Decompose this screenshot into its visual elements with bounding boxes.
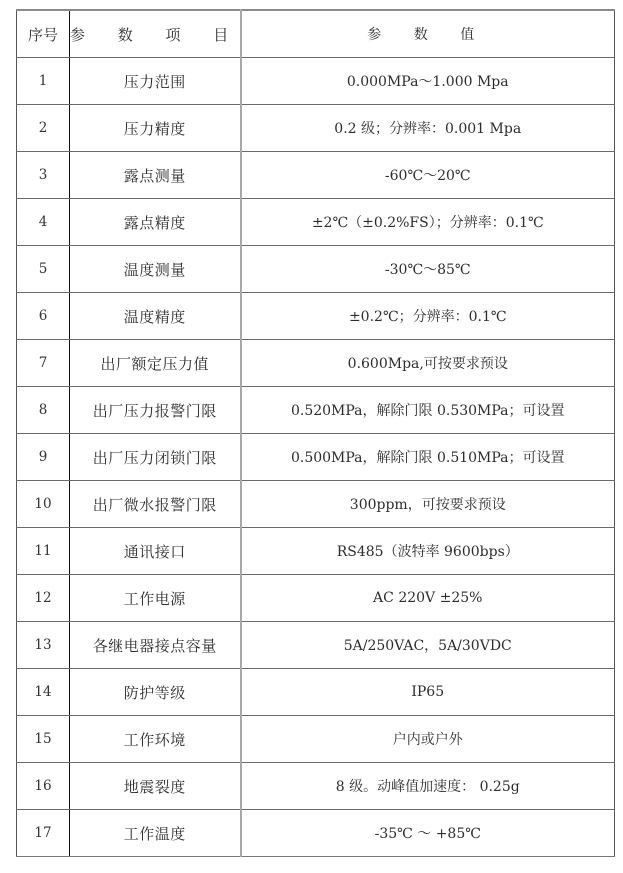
spec-table	[16, 9, 615, 857]
row-no: 15	[17, 716, 70, 763]
table-row	[17, 58, 615, 105]
row-no: 2	[17, 105, 70, 152]
row-value: -35℃ ～ +85℃	[241, 810, 615, 857]
table-row	[17, 481, 615, 528]
table-row	[17, 152, 615, 199]
row-value: 300ppm，可按要求预设	[241, 481, 615, 528]
row-value: -60℃～20℃	[241, 152, 615, 199]
row-no: 11	[17, 528, 70, 575]
table-row	[17, 622, 615, 669]
table-row	[17, 199, 615, 246]
row-no: 17	[17, 810, 70, 857]
row-no: 6	[17, 293, 70, 340]
row-item: 各继电器接点容量	[70, 622, 241, 669]
table-row	[17, 763, 615, 810]
row-value: 0.2 级；分辨率：0.001 Mpa	[241, 105, 615, 152]
row-value: 0.600Mpa,可按要求预设	[241, 340, 615, 387]
row-value: IP65	[241, 669, 615, 716]
row-no: 1	[17, 58, 70, 105]
row-no: 14	[17, 669, 70, 716]
row-value: 0.520MPa，解除门限 0.530MPa；可设置	[241, 387, 615, 434]
row-item: 出厂压力报警门限	[70, 387, 241, 434]
header-row	[17, 10, 615, 58]
row-item: 地震裂度	[70, 763, 241, 810]
row-item: 压力范围	[70, 58, 241, 105]
row-value: ±0.2℃；分辨率：0.1℃	[241, 293, 615, 340]
row-item: 温度测量	[70, 246, 241, 293]
row-value: 5A/250VAC，5A/30VDC	[241, 622, 615, 669]
table-row	[17, 387, 615, 434]
row-item: 工作温度	[70, 810, 241, 857]
row-value: 户内或户外	[241, 716, 615, 763]
header-item: 参 数 项 目	[70, 10, 241, 58]
row-no: 4	[17, 199, 70, 246]
table-row	[17, 293, 615, 340]
row-item: 出厂额定压力值	[70, 340, 241, 387]
table-row	[17, 434, 615, 481]
table-body	[17, 58, 615, 857]
row-item: 露点精度	[70, 199, 241, 246]
table-row	[17, 246, 615, 293]
row-value: 0.500MPa，解除门限 0.510MPa；可设置	[241, 434, 615, 481]
row-no: 12	[17, 575, 70, 622]
table-row	[17, 528, 615, 575]
row-value: RS485（波特率 9600bps）	[241, 528, 615, 575]
row-item: 工作电源	[70, 575, 241, 622]
row-no: 7	[17, 340, 70, 387]
row-item: 压力精度	[70, 105, 241, 152]
row-no: 16	[17, 763, 70, 810]
row-no: 8	[17, 387, 70, 434]
row-item: 防护等级	[70, 669, 241, 716]
row-no: 13	[17, 622, 70, 669]
row-value: -30℃～85℃	[241, 246, 615, 293]
row-value: 8 级。动峰值加速度： 0.25g	[241, 763, 615, 810]
row-item: 通讯接口	[70, 528, 241, 575]
table-row	[17, 105, 615, 152]
row-item: 工作环境	[70, 716, 241, 763]
row-no: 9	[17, 434, 70, 481]
row-item: 出厂微水报警门限	[70, 481, 241, 528]
table-header	[17, 10, 615, 58]
table-row	[17, 575, 615, 622]
table-row	[17, 716, 615, 763]
header-value: 参 数 值	[241, 10, 615, 58]
table-row	[17, 810, 615, 857]
row-item: 露点测量	[70, 152, 241, 199]
row-no: 5	[17, 246, 70, 293]
row-item: 出厂压力闭锁门限	[70, 434, 241, 481]
row-value: AC 220V ±25%	[241, 575, 615, 622]
table-row	[17, 669, 615, 716]
row-value: ±2℃（±0.2%FS）；分辨率：0.1℃	[241, 199, 615, 246]
header-no: 序号	[17, 10, 70, 58]
row-value: 0.000MPa～1.000 Mpa	[241, 58, 615, 105]
row-item: 温度精度	[70, 293, 241, 340]
row-no: 10	[17, 481, 70, 528]
row-no: 3	[17, 152, 70, 199]
table-row	[17, 340, 615, 387]
